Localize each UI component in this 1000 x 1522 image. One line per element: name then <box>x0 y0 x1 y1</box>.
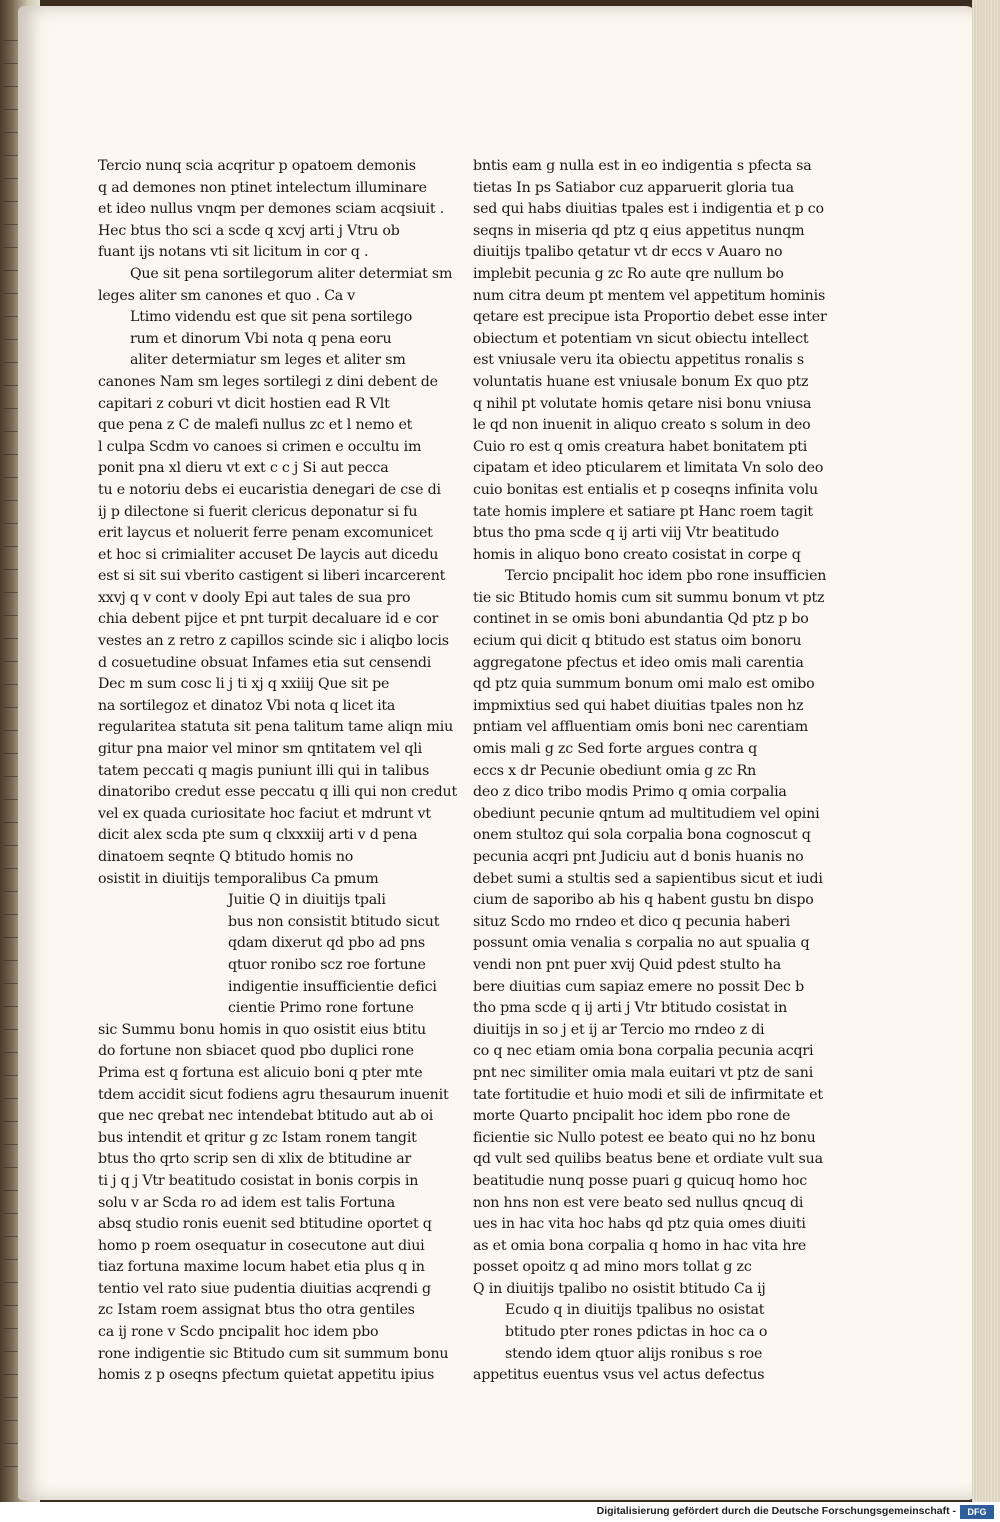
text-line: tietas In ps Satiabor cuz apparuerit gloria tua <box>473 179 794 196</box>
text-line: homis in aliquo bono creato cosistat in corpe q <box>473 546 801 563</box>
text-line: erit laycus et noluerit ferre penam excomunicet <box>98 525 433 542</box>
text-line: Tercio nunq scia acqritur p opatoem demonis <box>98 158 416 174</box>
text-line: voluntatis huane est vniusale bonum Ex quo ptz <box>473 373 809 390</box>
text-line: ues in hac vita hoc habs qd ptz quia omes diuiti <box>473 1216 806 1233</box>
text-line: qd vult sed quilibs beatus bene et ordiate vult sua <box>473 1151 823 1168</box>
text-line: homis z p oseqns pfectum quietat appetitu ipius <box>98 1367 435 1384</box>
text-line: ca ij rone v Scdo pncipalit hoc idem pbo <box>98 1324 379 1341</box>
text-line: canones Nam sm leges sortilegi z dini debent de <box>98 373 438 390</box>
text-line: Prima est q fortuna est alicuio boni q pter mte <box>98 1064 423 1081</box>
text-line: num citra deum pt mentem vel appetitum hominis <box>473 287 826 304</box>
text-line: sed qui habs diuitias tpales est i indigentia et p co <box>473 201 824 218</box>
text-line: que pena z C de malefi nullus zc et l nemo et <box>98 417 413 434</box>
text-line: tie sic Btitudo homis cum sit summu bonum vt ptz <box>473 589 825 606</box>
text-line: ti j q j Vtr beatitudo cosistat in bonis corpis in <box>98 1172 419 1189</box>
text-line: diuitijs tpalibo qetatur vt dr eccs v Auaro no <box>473 244 783 261</box>
text-line: tate fortitudie et huio modi et sili de infirmitate et <box>473 1086 823 1103</box>
text-line: deo z dico tribo modis Primo q omia corpalia <box>473 784 787 801</box>
text-line: ecium qui dicit q btitudo est status oim bonoru <box>473 633 802 650</box>
text-line: zc Istam roem assignat btus tho otra gentiles <box>98 1302 415 1319</box>
text-line: na sortilegoz et dinatoz Vbi nota q licet ita <box>98 697 396 714</box>
text-line: bere diuitias cum sapiaz emere no possit Dec b <box>473 978 804 995</box>
text-line: et ideo nullus vnqm per demones sciam acqsiuit . <box>98 201 445 218</box>
text-line: aliter determiatur sm leges et aliter sm <box>130 352 406 369</box>
text-line: Ecudo q in diuitijs tpalibus no osistat <box>505 1302 765 1319</box>
footer-bar <box>0 1502 1000 1522</box>
page-stack-edge <box>972 0 1000 1502</box>
text-line: implebit pecunia g zc Ro aute qre nullum bo <box>473 265 784 282</box>
text-line: homo p roem osequatur in cosecutone aut diui <box>98 1237 425 1254</box>
text-line: tate homis implere et satiare pt Hanc roem tagit <box>473 503 813 520</box>
text-line: Dec m sum cosc li j ti xj q xxiiij Que sit pe <box>98 676 390 693</box>
text-line: seqns in miseria qd ptz q eius appetitus nunqm <box>473 222 805 239</box>
text-line: eccs x dr Pecunie obediunt omia g zc Rn <box>473 762 757 779</box>
text-line: cium de saporibo ab his q habent gustu bn dispo <box>473 892 814 909</box>
text-line: le qd non inuenit in aliquo creato s solum in deo <box>473 417 811 434</box>
text-line: regularitea statuta sit pena talitum tame aliqn miu <box>98 719 454 736</box>
text-line: solu v ar Scda ro ad idem est talis Fortuna <box>98 1194 395 1211</box>
text-line: rum et dinorum Vbi nota q pena eoru <box>130 330 392 347</box>
text-line: rone indigentie sic Btitudo cum sit summum bonu <box>98 1345 449 1362</box>
text-line: situz Scdo mo rndeo et dico q pecunia haberi <box>473 913 791 930</box>
text-line: co q nec etiam omia bona corpalia pecunia acqri <box>473 1043 814 1060</box>
text-line: capitari z coburi vt dicit hostien ead R Vlt <box>98 395 390 412</box>
text-line: non hns non est vere beato sed nullus qncuq di <box>473 1194 804 1211</box>
text-line: tatem peccati q magis puniunt illi qui in talibus <box>98 762 430 779</box>
text-line: possunt omia venalia s corpalia no aut spualia q <box>473 935 810 952</box>
text-line: Hec btus tho sci a scde q xcvj arti j Vtru ob <box>98 222 400 239</box>
text-line: gitur pna maior vel minor sm qntitatem vel qli <box>98 741 422 758</box>
text-line: est vniusale veru ita obiectu appetitus ronalis s <box>473 352 804 369</box>
text-line: beatitudie nunq posse puari g quicuq homo hoc <box>473 1172 807 1189</box>
text-line: bntis eam g nulla est in eo indigentia s pfecta sa <box>473 158 812 174</box>
text-line: qdam dixerut qd pbo ad pns <box>228 935 425 952</box>
text-line: stendo idem qtuor alijs ronibus s roe <box>505 1345 763 1362</box>
text-line: q ad demones non ptinet intelectum illuminare <box>98 179 427 196</box>
text-line: cuio bonitas est entialis et p coseqns infinita volu <box>473 481 818 498</box>
text-line: cipatam et ideo pticularem et limitata Vn solo deo <box>473 460 824 477</box>
text-line: leges aliter sm canones et quo . Ca v <box>98 287 356 304</box>
text-line: ij p dilectone si fuerit clericus deponatur si fu <box>98 503 418 520</box>
left-text-column <box>98 156 457 1387</box>
text-line: d cosuetudine obsuat Infames etia sut censendi <box>98 654 432 671</box>
funding-credit: Digitalisierung gefördert durch die Deutsche Forschungsgemeinschaft - <box>596 1505 956 1517</box>
text-line: vestes an z retro z capillos scinde sic i aliqbo locis <box>98 633 449 650</box>
text-line: debet sumi a stultis sed a sapientibus sicut et iudi <box>473 870 823 887</box>
text-line: dinatoem seqnte Q btitudo homis no <box>98 849 354 865</box>
text-line: btus tho qrto scrip sen di xlix de btitudine ar <box>98 1151 412 1168</box>
text-line: qtuor ronibo scz roe fortune <box>228 956 426 973</box>
text-line: tentio vel rato siue pudentia diuitias acqrendi g <box>98 1280 431 1297</box>
text-line: pntiam vel affluentiam omis boni nec carentiam <box>473 719 808 736</box>
text-line: pecunia acqri pnt Judiciu aut d bonis huanis no <box>473 849 804 865</box>
text-line: vel ex quada curiositate hoc faciut et mdrunt vt <box>98 805 431 822</box>
text-line: onem stultoz qui sola corpalia bona cognoscut q <box>473 827 811 844</box>
text-line: dicit alex scda pte sum q clxxxiij arti v d pena <box>98 827 418 844</box>
text-line: posset opoitz q ad mino mors tollat g zc <box>473 1259 752 1276</box>
text-line: absq studio ronis euenit sed btitudine oportet q <box>98 1216 432 1233</box>
text-line: morte Quarto pncipalit hoc idem pbo rone de <box>473 1108 791 1125</box>
book-page <box>18 6 976 1500</box>
text-line: pnt nec similiter omia mala euitari vt ptz de sani <box>473 1064 814 1081</box>
text-line: ficientie sic Nullo potest ee beato qui no hz bonu <box>473 1129 816 1146</box>
text-line: bus non consistit btitudo sicut <box>228 913 440 930</box>
text-line: tho pma scde q ij arti j Vtr btitudo cosistat in <box>473 1000 788 1017</box>
text-line: obiectum et potentiam vn sicut obiectu intellect <box>473 330 809 347</box>
text-line: bus intendit et qritur g zc Istam ronem tangit <box>98 1129 417 1146</box>
text-line: qetare est precipue ista Proportio debet esse inter <box>473 309 827 326</box>
text-line: Cuio ro est q omis creatura habet bonitatem pti <box>473 438 808 455</box>
text-line: as et omia bona corpalia q homo in hac vita hre <box>473 1237 807 1254</box>
text-line: do fortune non sbiacet quod pbo duplici rone <box>98 1043 414 1060</box>
text-line: omis mali g zc Sed forte argues contra q <box>473 741 758 758</box>
text-line: tu e notoriu debs ei eucaristia denegari de cse di <box>98 481 441 498</box>
text-line: vendi non pnt puer xvij Quid pdest stulto ha <box>473 956 781 973</box>
text-line: continet in se omis boni abundantia Qd ptz p bo <box>473 611 809 628</box>
text-line: Ltimo videndu est que sit pena sortilego <box>130 309 413 326</box>
text-line: Tercio pncipalit hoc idem pbo rone insufficien <box>505 568 827 585</box>
text-line: l culpa Scdm vo canoes si crimen e occultu im <box>98 438 422 455</box>
text-line: tdem accidit sicut fodiens agru thesaurum inuenit <box>98 1086 449 1103</box>
text-line: btus tho pma scde q ij arti viij Vtr beatitudo <box>473 525 780 542</box>
text-line: chia debent pijce et pnt turpit decaluare id e cor <box>98 611 439 628</box>
text-line: qd ptz quia summum bonum omi malo est omibo <box>473 676 815 693</box>
text-line: que nec qrebat nec intendebat btitudo aut ab oi <box>98 1108 434 1125</box>
text-line: sic Summu bonu homis in quo osistit eius btitu <box>98 1021 426 1038</box>
text-line: Q in diuitijs tpalibo no osistit btitudo Ca ij <box>473 1280 766 1297</box>
text-line: Que sit pena sortilegorum aliter determiat sm <box>130 265 453 282</box>
text-line: cientie Primo rone fortune <box>228 1000 414 1017</box>
text-line: aggregatone pfectus et ideo omis mali carentia <box>473 654 804 671</box>
text-line: ponit pna xl dieru vt ext c c j Si aut pecca <box>98 460 389 477</box>
text-line: xxvj q v cont v dooly Epi aut tales de sua pro <box>98 589 411 606</box>
text-line: est si sit sui vberito castigent si liberi incarcerent <box>98 568 446 585</box>
text-line: diuitijs in so j et ij ar Tercio mo rndeo z di <box>473 1021 765 1038</box>
text-line: appetitus euentus vsus vel actus defectus <box>473 1367 765 1384</box>
text-line: fuant ijs notans vti sit licitum in cor q . <box>98 244 369 261</box>
text-line: impmixtius sed qui habet diuitias tpales non hz <box>473 697 804 714</box>
text-line: dinatoribo credut esse peccatu q illi qui non credut <box>98 784 457 801</box>
dfg-logo-icon: DFG <box>960 1505 994 1519</box>
text-line: osistit in diuitijs temporalibus Ca pmum <box>98 870 379 887</box>
text-line: q nihil pt volutate homis qetare nisi bonu vniusa <box>473 395 812 412</box>
text-line: obediunt pecunie qntum ad multitudiem vel opini <box>473 805 820 822</box>
text-line: btitudo pter rones pdictas in hoc ca o <box>505 1324 768 1341</box>
text-line: Juitie Q in diuitijs tpali <box>228 892 386 909</box>
text-line: et hoc si crimialiter accuset De laycis aut dicedu <box>98 546 439 563</box>
text-line: tiaz fortuna maxime locum habet etia plus q in <box>98 1259 425 1276</box>
right-text-column <box>473 156 827 1387</box>
text-line: indigentie insufficientie defici <box>228 978 437 995</box>
